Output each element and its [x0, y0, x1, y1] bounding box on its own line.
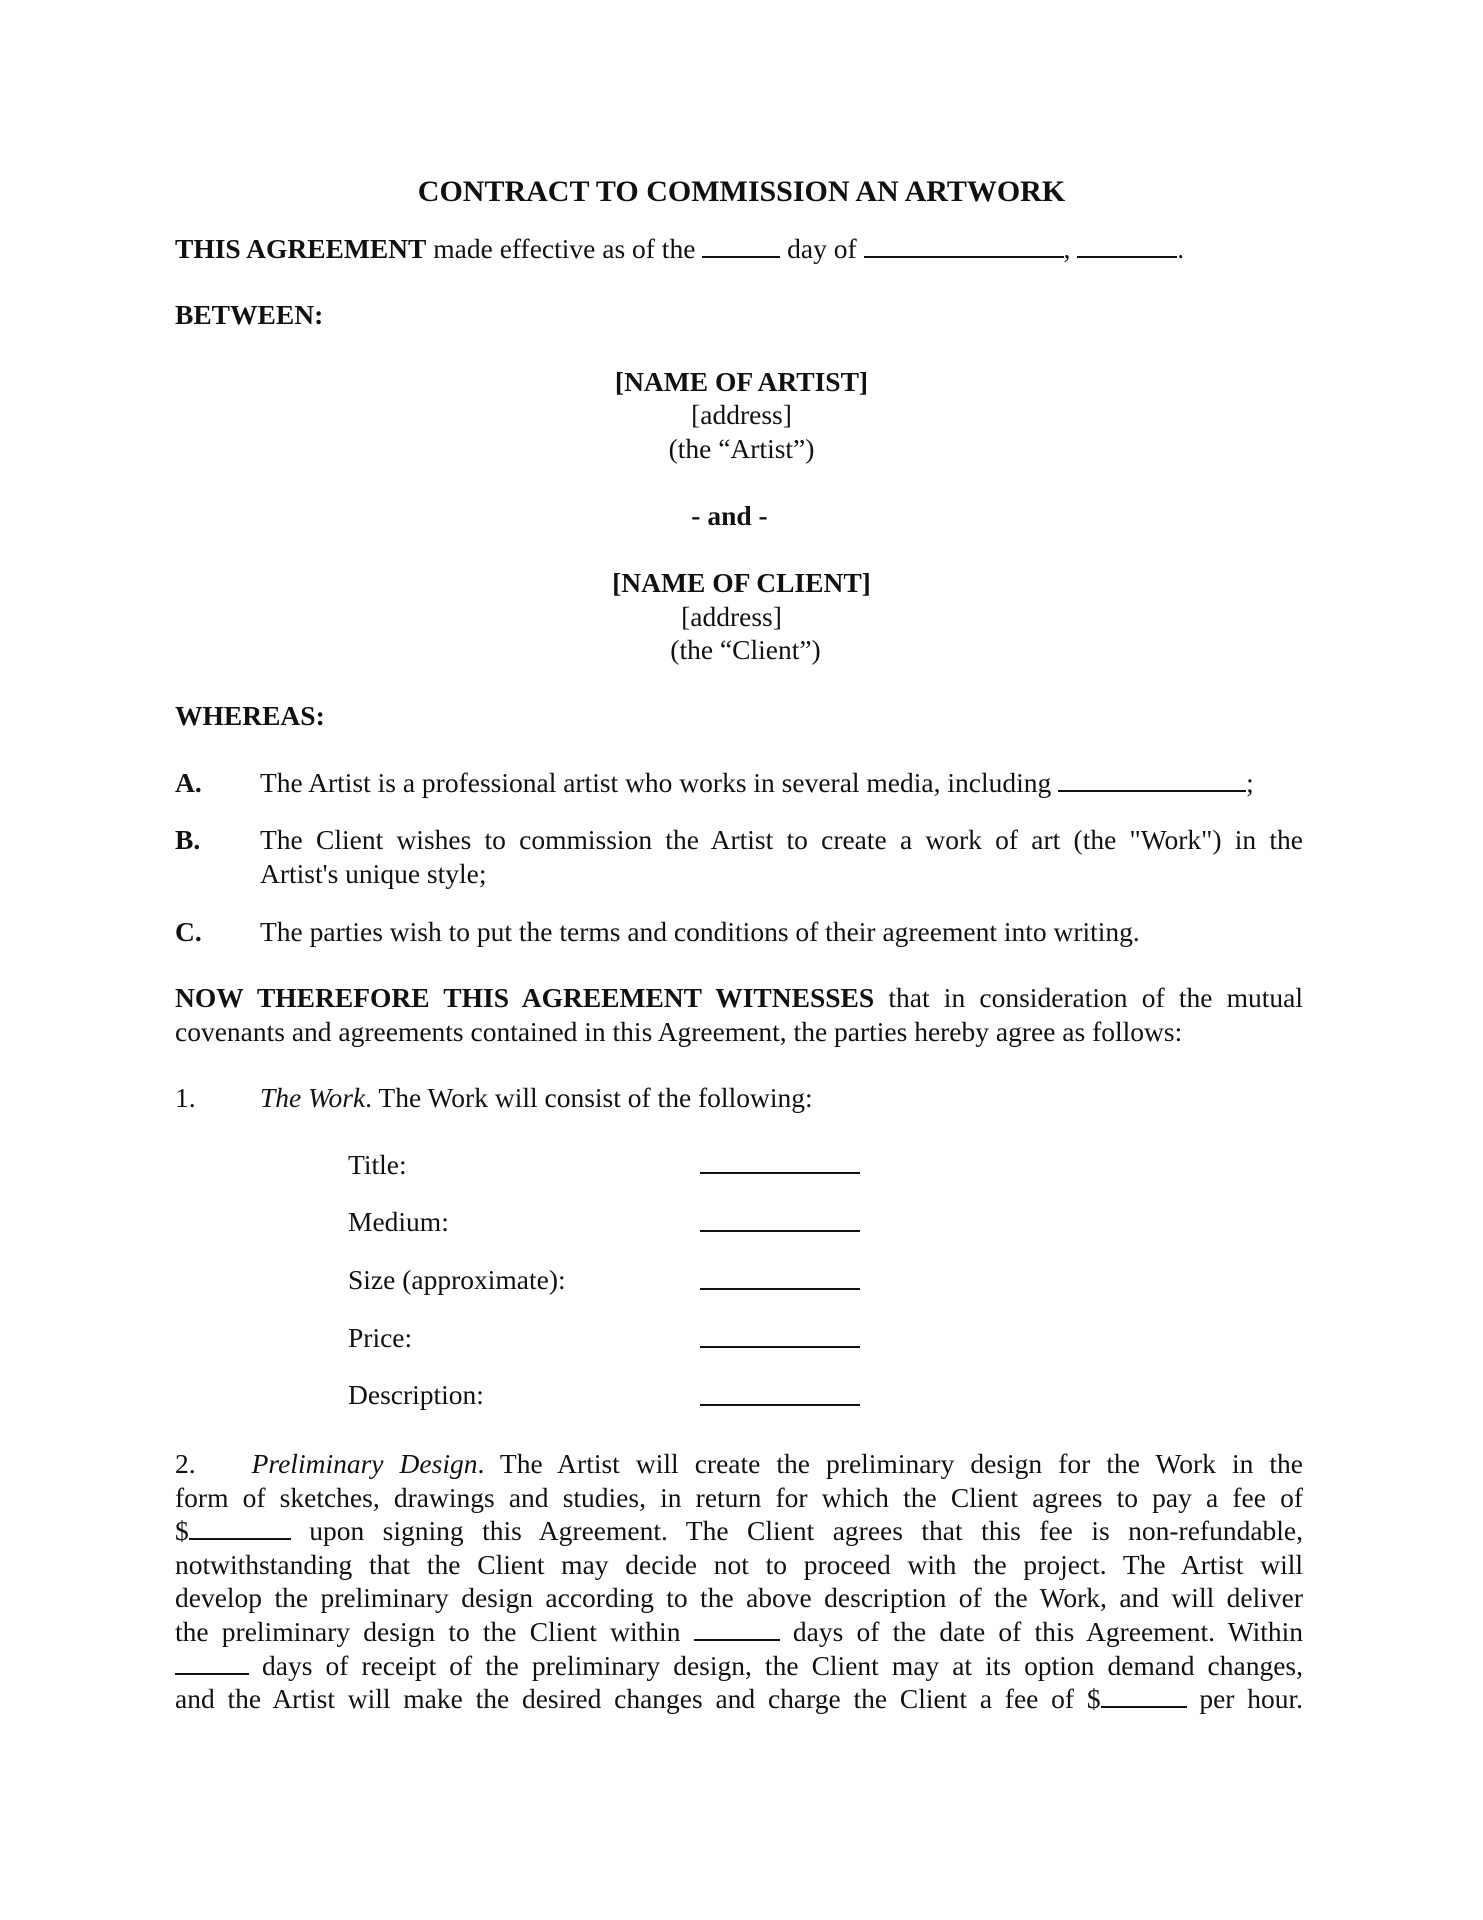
section-text: upon signing this Agreement. The Client agrees that this fee is non-refundable, — [290, 1515, 1303, 1547]
artist-defined-as: (the “Artist”) — [668, 433, 815, 464]
section-number: 1. — [175, 1082, 196, 1113]
field-label: Title: — [348, 1149, 407, 1180]
recital-text-end: ; — [1246, 767, 1254, 798]
between-label: BETWEEN: — [175, 299, 324, 330]
section-2 — [175, 1447, 1303, 1716]
day-blank[interactable] — [702, 255, 780, 258]
hourly-fee-blank[interactable] — [1101, 1705, 1187, 1708]
section-text: and the Artist will make the desired changes and charge the Client a fee of $ — [175, 1683, 1101, 1715]
witnesses-line-2: covenants and agreements contained in this Agreement, the parties hereby agree as follows: — [175, 1016, 1183, 1047]
section-text: days of receipt of the preliminary design, the Client may at its option demand changes, — [249, 1649, 1303, 1681]
field-label: Description: — [348, 1379, 484, 1410]
recital-text-line: The Client wishes to commission the Artist to create a work of art (the "Work") in the — [260, 824, 1303, 855]
section-2-line — [175, 1649, 1303, 1683]
and-separator: - and - — [691, 500, 768, 531]
section-text: . The Work will consist of the following: — [365, 1082, 813, 1113]
witnesses-bold: NOW THEREFORE THIS AGREEMENT WITNESSES — [175, 982, 875, 1013]
intro-bold: THIS AGREEMENT — [175, 233, 427, 264]
section-2-line — [175, 1447, 1303, 1481]
intro-line — [175, 235, 1184, 263]
section-heading: Preliminary Design — [251, 1448, 478, 1479]
witnesses-line-1 — [175, 984, 1303, 1012]
section-2-line: develop the preliminary design according to the above description of the Work, and will deliver — [175, 1582, 1303, 1614]
section-2-line — [175, 1615, 1303, 1649]
section-text: days of the date of this Agreement. Within — [779, 1615, 1304, 1647]
dollar-sign: $ — [175, 1515, 189, 1547]
field-label: Price: — [348, 1322, 413, 1353]
client-defined-as: (the “Client”) — [670, 634, 821, 665]
field-blank[interactable] — [700, 1288, 860, 1290]
media-blank[interactable] — [1058, 789, 1246, 792]
field-blank[interactable] — [700, 1346, 860, 1348]
delivery-days-blank[interactable] — [694, 1638, 780, 1641]
recital-text-line: The Artist is a professional artist who works in several media, including — [260, 767, 1052, 798]
client-name: [NAME OF CLIENT] — [612, 567, 871, 598]
document-title: CONTRACT TO COMMISSION AN ARTWORK — [417, 175, 1066, 208]
intro-text-1: made effective as of the — [426, 233, 703, 264]
witnesses-text: that in consideration of the mutual — [874, 982, 1303, 1013]
field-blank[interactable] — [700, 1172, 860, 1174]
section-text: . The Artist will create the preliminary design for the Work in the — [477, 1448, 1303, 1479]
recital-text — [260, 769, 1254, 797]
recital-text-line: Artist's unique style; — [260, 858, 487, 889]
review-days-blank[interactable] — [175, 1672, 249, 1675]
intro-text-4: . — [1177, 233, 1185, 264]
section-2-line — [175, 1682, 1303, 1716]
month-blank[interactable] — [864, 255, 1064, 258]
design-fee-blank[interactable] — [189, 1537, 291, 1540]
artist-address: [address] — [691, 399, 792, 430]
artist-name: [NAME OF ARTIST] — [614, 366, 869, 397]
section-2-line: form of sketches, drawings and studies, in return for which the Client agrees to pay a fee of — [175, 1481, 1303, 1513]
section-text: the preliminary design to the Client within — [175, 1615, 694, 1647]
intro-text-3: , — [1063, 233, 1071, 264]
field-label: Size (approximate): — [348, 1264, 566, 1295]
intro-text-2: day of — [780, 233, 864, 264]
recital-label: B. — [175, 824, 201, 855]
whereas-label: WHEREAS: — [175, 700, 325, 731]
field-label: Medium: — [348, 1206, 449, 1237]
year-blank[interactable] — [1077, 255, 1177, 258]
section-2-line — [175, 1514, 1303, 1548]
section-2-line: notwithstanding that the Client may decide not to proceed with the project. The Artist will — [175, 1548, 1303, 1580]
recital-text-line: The parties wish to put the terms and conditions of their agreement into writing. — [260, 916, 1140, 947]
recital-label: C. — [175, 916, 202, 947]
field-blank[interactable] — [700, 1404, 860, 1406]
section-number: 2. — [175, 1448, 196, 1479]
section-heading: The Work — [260, 1082, 366, 1113]
section-heading-line — [260, 1084, 813, 1112]
field-blank[interactable] — [700, 1230, 860, 1232]
client-address: [address] — [681, 601, 782, 632]
recital-label: A. — [175, 767, 202, 798]
section-text: per hour. — [1186, 1683, 1303, 1715]
